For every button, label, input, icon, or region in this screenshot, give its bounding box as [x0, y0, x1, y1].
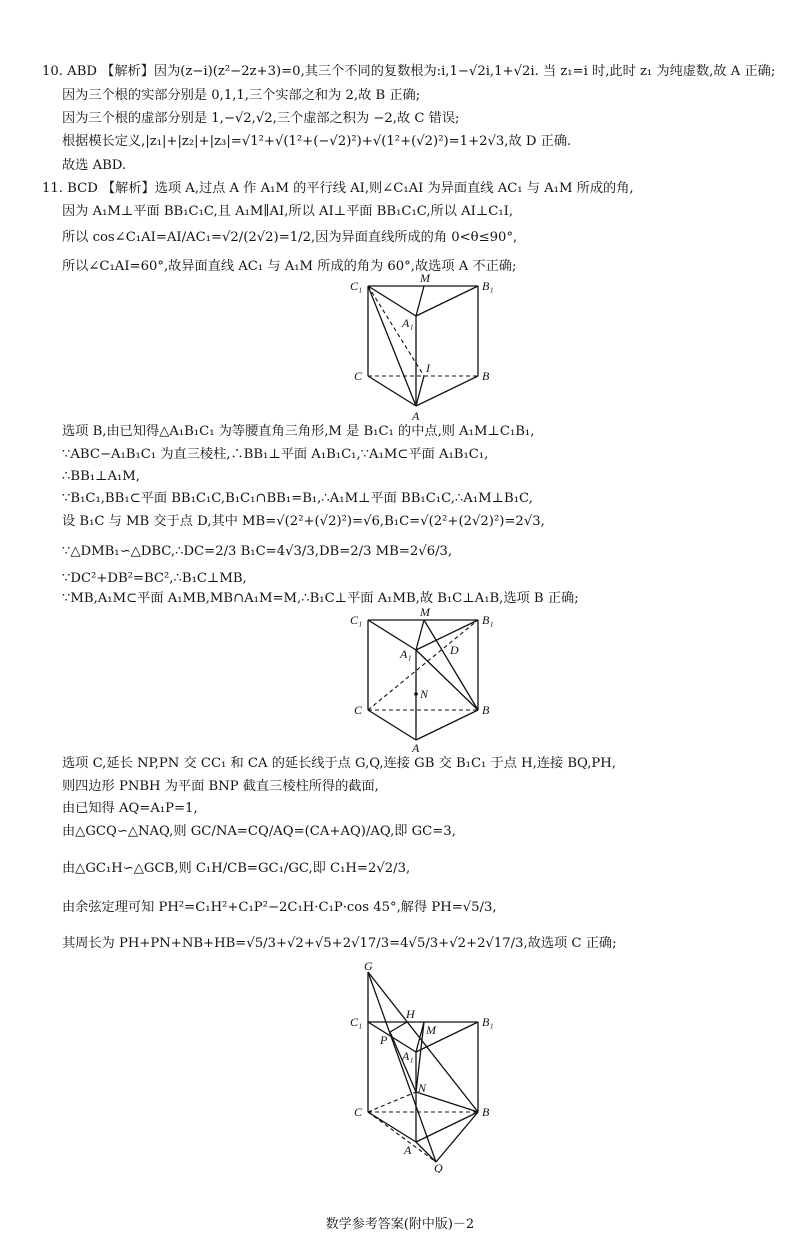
fig1-label-a: A: [412, 409, 420, 422]
p11-line2: 因为 A₁M⊥平面 BB₁C₁C,且 A₁M∥AI,所以 AI⊥平面 BB₁C₁C,所以 AI⊥C₁I,: [62, 204, 514, 219]
p11-line11: ∵DC²+DB²=BC²,∴B₁C⊥MB,: [62, 571, 247, 586]
fig1-label-c: C: [354, 369, 363, 383]
fig3-label-m: M: [426, 1023, 436, 1037]
p11-line5: 选项 B,由已知得△A₁B₁C₁ 为等腰直角三角形,M 是 B₁C₁ 的中点,则 A₁M⊥C₁B₁,: [62, 424, 535, 439]
p11-line9: 设 B₁C 与 MB 交于点 D,其中 MB=√(2²+(√2)²)=√6,B₁C=√(2²+(2√2)²)=2√3,: [62, 514, 545, 529]
p11-line7: ∴BB₁⊥A₁M,: [62, 469, 140, 484]
figure-3: [340, 958, 500, 1173]
p10-line5: 故选 ABD.: [62, 158, 127, 173]
fig3-label-a1: A₁: [402, 1049, 414, 1063]
fig3-label-c1: C₁: [350, 1015, 363, 1029]
p11-line12: ∵MB,A₁M⊂平面 A₁MB,MB∩A₁M=M,∴B₁C⊥平面 A₁MB,故 B₁C⊥A₁B,选项 B 正确;: [62, 591, 579, 606]
fig3-label-q: Q: [434, 1161, 443, 1173]
figure-2: [340, 606, 500, 754]
p11-line8: ∵B₁C₁,BB₁⊂平面 BB₁C₁C,B₁C₁∩BB₁=B₁,∴A₁M⊥平面 BB₁C₁C,∴A₁M⊥B₁C,: [62, 491, 533, 506]
fig1-label-m: M: [420, 272, 430, 285]
p11-line6: ∵ABC−A₁B₁C₁ 为直三棱柱,∴BB₁⊥平面 A₁B₁C₁,∵A₁M⊂平面 A₁B₁C₁,: [62, 447, 489, 462]
fig3-label-g: G: [364, 959, 373, 973]
fig1-label-a1: A₁: [402, 316, 414, 330]
figure-1: [340, 272, 500, 422]
p10-line4: 根据模长定义,|z₁|+|z₂|+|z₃|=√1²+√(1²+(−√2)²)+√(1²+(√2)²)=1+2√3,故 D 正确.: [62, 134, 572, 149]
fig2-label-a1: A₁: [400, 647, 412, 661]
fig2-label-a: A: [412, 741, 420, 754]
p11-line19: 其周长为 PH+PN+NB+HB=√5/3+√2+√5+2√17/3=4√5/3+√2+2√17/3,故选项 C 正确;: [62, 936, 617, 951]
fig2-label-b1: B₁: [482, 613, 494, 627]
fig3-label-p: P: [380, 1033, 388, 1047]
fig1-label-b: B: [482, 369, 490, 383]
page-footer: 数学参考答案(附中版)－2: [325, 1217, 475, 1232]
fig2-label-b: B: [482, 703, 490, 717]
fig3-label-b1: B₁: [482, 1015, 494, 1029]
p11-line17: 由△GC₁H∽△GCB,则 C₁H/CB=GC₁/GC,即 C₁H=2√2/3,: [62, 861, 411, 876]
fig3-label-a: A: [404, 1143, 412, 1157]
fig2-label-c1: C₁: [350, 613, 363, 627]
fig2-label-d: D: [450, 643, 459, 657]
fig2-label-c: C: [354, 703, 363, 717]
fig3-label-n: N: [418, 1081, 427, 1095]
p11-line14: 则四边形 PNBH 为平面 BNP 截直三棱柱所得的截面,: [62, 779, 379, 794]
p10-line3: 因为三个根的虚部分别是 1,−√2,√2,三个虚部之积为 −2,故 C 错误;: [62, 111, 460, 126]
p11-line10: ∵△DMB₁∽△DBC,∴DC=2/3 B₁C=4√3/3,DB=2/3 MB=2√6/3,: [62, 544, 453, 559]
fig1-label-b1: B₁: [482, 279, 494, 293]
fig3-label-h: H: [406, 1007, 415, 1021]
p11-line18: 由余弦定理可知 PH²=C₁H²+C₁P²−2C₁H·C₁P·cos 45°,解得 PH=√5/3,: [62, 900, 497, 915]
p10-line1: 10. ABD 【解析】因为(z−i)(z²−2z+3)=0,其三个不同的复数根为:i,1−√2i,1+√2i. 当 z₁=i 时,此时 z₁ 为纯虚数,故 A 正确;: [42, 64, 776, 79]
fig2-label-n: N: [420, 687, 429, 701]
p11-line16: 由△GCQ∽△NAQ,则 GC/NA=CQ/AQ=(CA+AQ)/AQ,即 GC=3,: [62, 824, 456, 839]
p11-line15: 由已知得 AQ=A₁P=1,: [62, 801, 198, 816]
p11-line13: 选项 C,延长 NP,PN 交 CC₁ 和 CA 的延长线于点 G,Q,连接 GB 交 B₁C₁ 于点 H,连接 BQ,PH,: [62, 756, 616, 771]
fig1-label-c1: C₁: [350, 279, 363, 293]
p10-line2: 因为三个根的实部分别是 0,1,1,三个实部之和为 2,故 B 正确;: [62, 88, 421, 103]
fig2-label-m: M: [420, 606, 430, 619]
fig1-label-i: I: [426, 361, 430, 375]
fig3-label-c: C: [354, 1105, 363, 1119]
p11-line3: 所以 cos∠C₁AI=AI/AC₁=√2/(2√2)=1/2,因为异面直线所成的角 0<θ≤90°,: [62, 230, 518, 245]
fig3-label-b: B: [482, 1105, 490, 1119]
p11-line4: 所以∠C₁AI=60°,故异面直线 AC₁ 与 A₁M 所成的角为 60°,故选项 A 不正确;: [62, 259, 517, 274]
p11-line1: 11. BCD 【解析】选项 A,过点 A 作 A₁M 的平行线 AI,则∠C₁AI 为异面直线 AC₁ 与 A₁M 所成的角,: [42, 181, 634, 196]
